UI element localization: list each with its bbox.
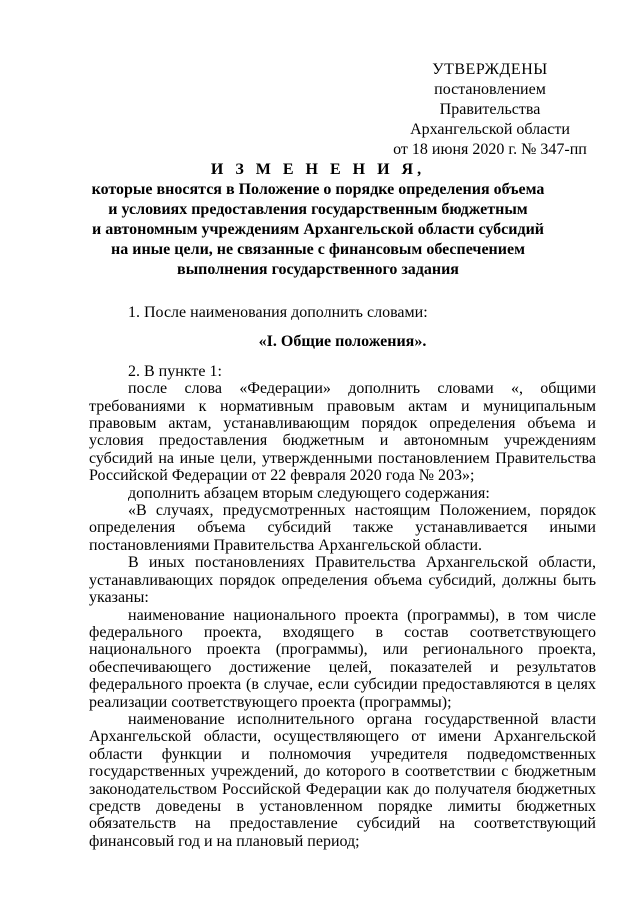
- item-2: 2. В пункте 1:: [128, 362, 222, 380]
- title-word: И З М Е Н Е Н И Я,: [210, 161, 426, 178]
- approval-line-3: от 18 июня 2020 г. № 347-пп: [393, 141, 587, 158]
- paragraph-6: наименование исполнительного органа государственной власти Архангельской области, осуществляющего от имени Архангельской области функции и полномочия учредителя подведомственных государственных учреждений, до которого в соответствии с бюджетным законодательством Российской Федерации как до получателя бюджетных средств доведены в установленном порядке лимиты бюджетных обязательств на предоставление субсидий на соответствующий финансовый год и на плановый период;: [89, 710, 596, 850]
- title-line-1: которые вносятся в Положение о порядке определения объема: [91, 181, 545, 198]
- paragraph-3: «В случаях, предусмотренных настоящим Положением, порядок определения объема субсидий также устанавливается иными постановлениями Правительства Архангельской области.: [89, 502, 596, 554]
- title-line-5: выполнения государственного задания: [177, 261, 459, 278]
- title-line-4: на иные цели, не связанные с финансовым обеспечением: [111, 241, 525, 258]
- document-title: [70, 160, 566, 280]
- title-line-3: и автономным учреждениям Архангельской области субсидий: [91, 221, 544, 238]
- approval-line-1: постановлением Правительства: [434, 81, 546, 118]
- section-subheading: «I. Общие положения».: [258, 333, 427, 351]
- paragraph-4: В иных постановлениях Правительства Архангельской области, устанавливающих порядок определения объема субсидий, должны быть указаны:: [89, 554, 596, 607]
- approval-heading: УТВЕРЖДЕНЫ: [432, 61, 548, 78]
- approval-line-2: Архангельской области: [410, 121, 570, 138]
- paragraph-2: дополнить абзацем вторым следующего содержания:: [128, 484, 490, 502]
- title-line-2: и условиях предоставления государственным бюджетным: [108, 201, 528, 218]
- paragraph-1: после слова «Федерации» дополнить словами «, общими требованиями к нормативным правовым актам и муниципальным правовым актам, устанавливающим порядок определения объема и условия предоставления бюджетным и автономным учреждениям субсидий на иные цели, утвержденными постановлением Правительства Российской Федерации от 22 февраля 2020 года № 203»;: [89, 380, 596, 485]
- document-body: [89, 304, 596, 850]
- item-1: 1. После наименования дополнить словами:: [128, 304, 428, 321]
- paragraph-5: наименование национального проекта (программы), в том числе федерального проекта, входящего в состав соответствующего национального проекта (программы), или регионального проекта, обеспечивающего достижение целей, показателей и результатов федерального проекта (в случае, если субсидии предоставляются в целях реализации соответствующего проекта (программы);: [89, 606, 596, 711]
- approval-block: [385, 60, 595, 160]
